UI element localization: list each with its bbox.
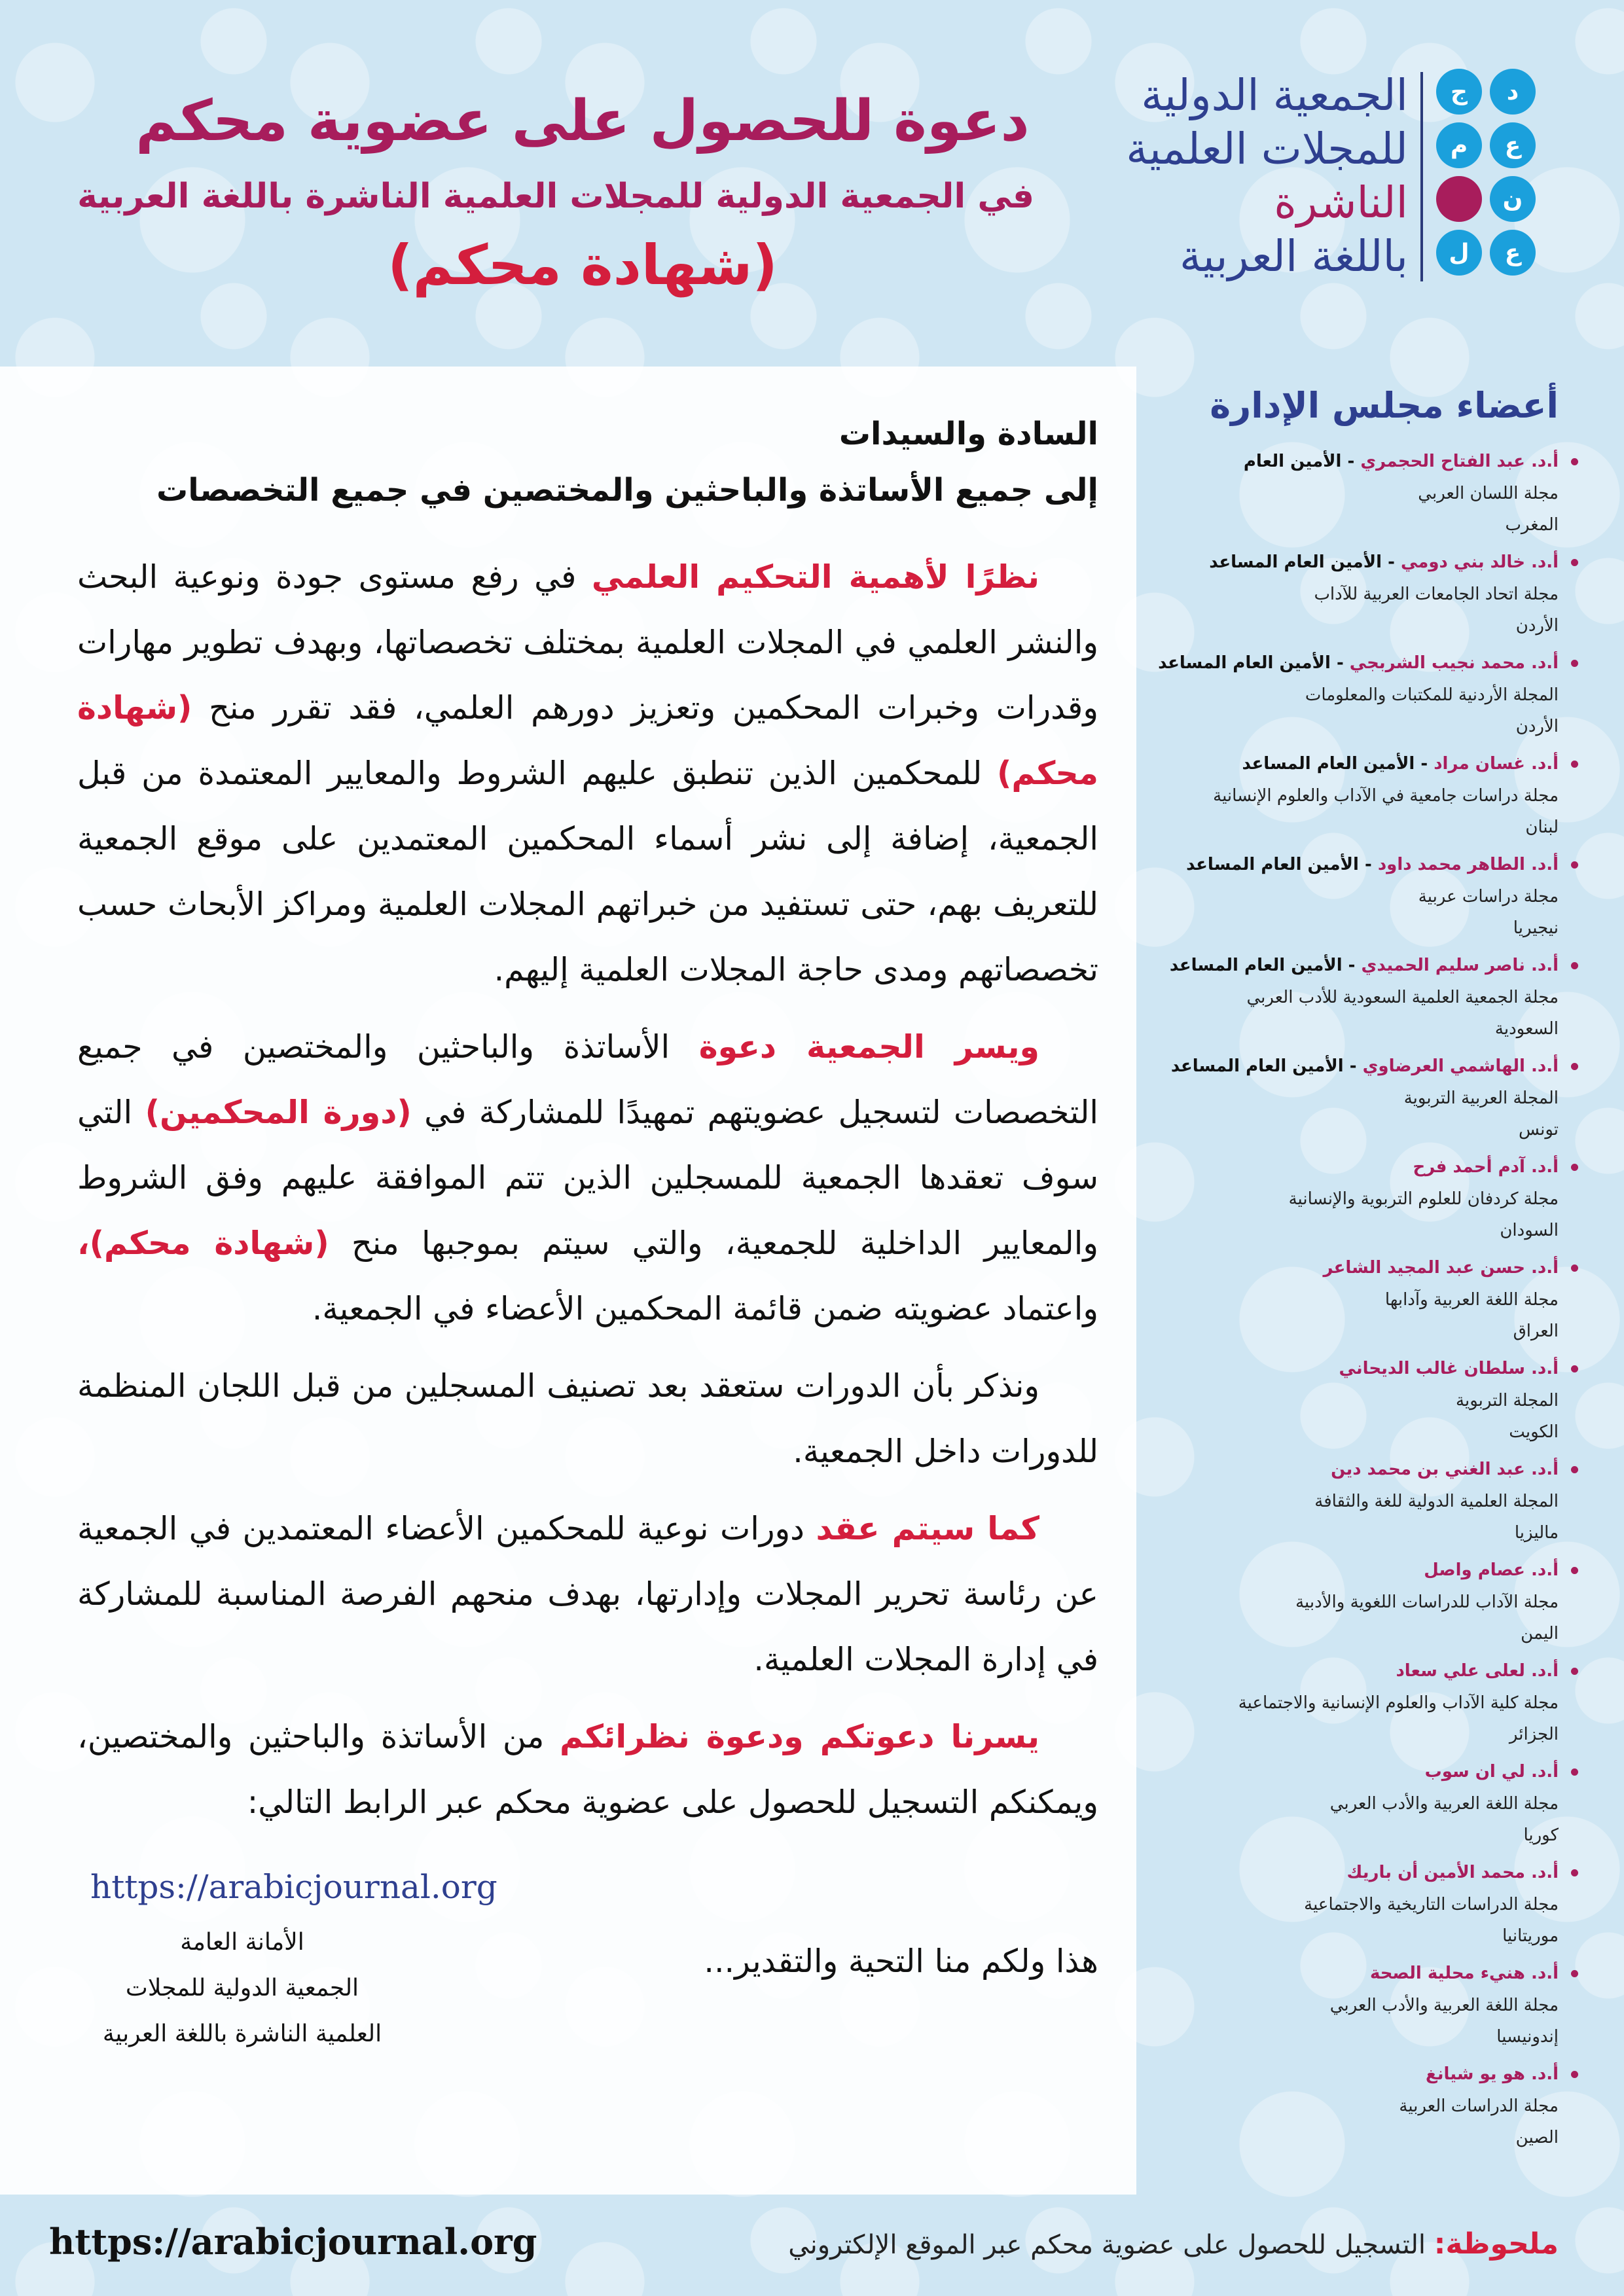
logo-circle-6: م xyxy=(1436,122,1482,168)
board-member xyxy=(1192,1957,1559,2053)
board-member xyxy=(1192,546,1559,641)
board-member xyxy=(1192,1453,1559,1549)
board-member-journal: مجلة الجمعية العلمية السعودية للأدب العربي xyxy=(1246,988,1559,1007)
board-member-name: أ.د. غسان مراد xyxy=(1434,754,1559,774)
board-member-journal: مجلة الدراسات التاريخية والاجتماعية xyxy=(1304,1895,1559,1914)
board-member-name-line xyxy=(1192,747,1559,780)
signature-line-2: الجمعية الدولية للمجلات xyxy=(125,1975,359,2001)
logo-text xyxy=(1028,69,1408,283)
board-member-name-line xyxy=(1192,445,1559,478)
board-member-country: اليمن xyxy=(1521,1624,1559,1643)
logo-circle-1: د xyxy=(1490,69,1536,115)
logo-letter-circles-2 xyxy=(1430,69,1482,283)
paragraph-1-highlight-2: (شهادة محكم) xyxy=(77,689,1098,792)
registration-link[interactable]: https://arabicjournal.org xyxy=(90,1868,497,1906)
board-member xyxy=(1192,445,1559,541)
paragraph-2-text-3: واعتماد عضويته ضمن قائمة المحكمين الأعضاء في الجمعية. xyxy=(312,1290,1098,1327)
board-member-journal: المجلة العلمية الدولية للغة والثقافة xyxy=(1314,1492,1559,1511)
board-member-journal: مجلة كلية الآداب والعلوم الإنسانية والاجتماعية xyxy=(1238,1693,1559,1713)
board-member-name: أ.د. سلطان غالب الديحاني xyxy=(1339,1359,1559,1378)
board-member xyxy=(1192,1755,1559,1851)
logo-divider xyxy=(1420,72,1423,281)
board-member-name: أ.د. لعلى علي سعاد xyxy=(1396,1661,1559,1681)
board-member xyxy=(1192,1251,1559,1347)
board-member-journal: مجلة اللغة العربية والأدب العربي xyxy=(1329,1996,1559,2015)
logo-line-4: باللغة العربية xyxy=(1179,231,1408,281)
board-member-country: ماليزيا xyxy=(1514,1523,1559,1543)
paragraph-1-text-2: للمحكمين الذين تنطبق عليهم الشروط والمعايير المعتمدة من قبل الجمعية، إضافة إلى نشر أسماء المحكمين المعتمدين على موقع الجمعية للتعريف بهم، حتى تستفيد من خبراتهم المجلات العلمية ومراكز الأبحاث حسب تخصصاتهم ومدى حاجة المجلات العلمية إليهم. xyxy=(77,755,1098,988)
board-member-country: المغرب xyxy=(1505,515,1559,535)
board-member-name-line xyxy=(1192,1957,1559,1990)
paragraph-5 xyxy=(77,1704,1098,1835)
board-member-country: الصين xyxy=(1515,2128,1559,2147)
board-member-name-line xyxy=(1192,1251,1559,1284)
board-members-sidebar xyxy=(1158,380,1559,2159)
board-member-role: - الأمين العام المساعد xyxy=(1209,552,1401,572)
footer-link[interactable]: https://arabicjournal.org xyxy=(49,2221,537,2263)
members-list xyxy=(1158,445,1559,2153)
board-member xyxy=(1192,1554,1559,1649)
board-member-country: إندونيسيا xyxy=(1496,2027,1559,2047)
signature-line-3: العلمية الناشرة باللغة العربية xyxy=(102,2020,382,2047)
paragraph-5-highlight-1: يسرنا دعوتكم ودعوة نظرائكم xyxy=(560,1718,1040,1755)
footer-note xyxy=(788,2227,1559,2261)
logo-line-2: للمجلات العلمية xyxy=(1126,124,1408,174)
board-member-journal: مجلة اللغة العربية والأدب العربي xyxy=(1329,1794,1559,1814)
board-member-journal: مجلة الدراسات العربية xyxy=(1399,2096,1559,2116)
paragraph-5-text-1: من الأساتذة والباحثين والمختصين، ويمكنكم التسجيل للحصول على عضوية محكم عبر الرابط التالي: xyxy=(77,1718,1098,1821)
board-member-name: أ.د. الهاشمي العرضاوي xyxy=(1362,1056,1559,1076)
board-member-name-line xyxy=(1192,1755,1559,1788)
logo-line-1: الجمعية الدولية xyxy=(1141,70,1408,120)
board-member-country: كوريا xyxy=(1523,1825,1559,1845)
board-member xyxy=(1192,1352,1559,1448)
board-member-journal: مجلة كردفان للعلوم التربوية والإنسانية xyxy=(1288,1189,1559,1209)
logo-circle-7 xyxy=(1436,176,1482,222)
board-member-journal: مجلة دراسات جامعية في الآداب والعلوم الإنسانية xyxy=(1213,786,1559,806)
board-member-name: أ.د. هو يو شيانغ xyxy=(1425,2064,1559,2084)
board-member-name: أ.د. هنيء محلية الصحة xyxy=(1369,1964,1559,1983)
association-logo xyxy=(1077,69,1536,285)
board-member-name-line xyxy=(1170,1050,1559,1083)
board-member-journal: المجلة الأردنية للمكتبات والمعلومات xyxy=(1305,685,1559,705)
header xyxy=(0,0,1624,367)
logo-circle-4: ع xyxy=(1490,230,1536,276)
logo-line-3: الناشرة xyxy=(1274,177,1408,228)
paragraph-2-highlight-1: ويسر الجمعية دعوة xyxy=(698,1028,1039,1066)
footer-note-text: التسجيل للحصول على عضوية محكم عبر الموقع الإلكتروني xyxy=(788,2230,1434,2260)
board-member xyxy=(1192,747,1559,843)
board-member xyxy=(1186,848,1559,944)
board-member-name-line xyxy=(1192,1151,1559,1183)
board-member-name: أ.د. محمد نجيب الشربجي xyxy=(1349,653,1559,673)
board-member xyxy=(1169,949,1559,1045)
board-member-name-line xyxy=(1192,2058,1559,2090)
board-member-name-line xyxy=(1192,1352,1559,1385)
board-member xyxy=(1192,2058,1559,2153)
certificate-title: (شهادة محكم) xyxy=(388,233,778,297)
sidebar-title: أعضاء مجلس الإدارة xyxy=(1210,385,1559,426)
paragraph-4 xyxy=(77,1496,1098,1693)
board-member-role: - الأمين العام xyxy=(1243,452,1361,471)
board-member-country: تونس xyxy=(1518,1120,1559,1139)
paragraph-2-text-1: الأساتذة والباحثين والمختصين في جميع التخصصات لتسجيل عضويتهم تمهيدًا للمشاركة في xyxy=(77,1028,1098,1131)
board-member-name-line xyxy=(1158,647,1559,679)
board-member-name: أ.د. آدم أحمد فرح xyxy=(1413,1157,1559,1177)
board-member-name-line xyxy=(1192,1554,1559,1587)
paragraph-2-highlight-3: (شهادة محكم)، xyxy=(77,1225,329,1262)
paragraph-4-highlight-1: كما سيتم عقد xyxy=(816,1510,1039,1547)
board-member-country: نيجيريا xyxy=(1513,918,1559,938)
page-subtitle: في الجمعية الدولية للمجلات العلمية الناشرة باللغة العربية xyxy=(77,177,1034,216)
paragraph-1-highlight-1: نظرًا لأهمية التحكيم العلمي xyxy=(591,558,1039,596)
board-member-name-line xyxy=(1192,1453,1559,1486)
greeting-line-2: إلى جميع الأساتذة والباحثين والمختصين في جميع التخصصات xyxy=(156,472,1098,509)
logo-circle-3: ن xyxy=(1490,176,1536,222)
board-member-name: أ.د. عبد الغني بن محمد دين xyxy=(1331,1460,1559,1479)
board-member-name: أ.د. محمد الأمين أن باريك xyxy=(1346,1863,1559,1882)
paragraph-1 xyxy=(77,545,1098,1003)
board-member-country: السعودية xyxy=(1494,1019,1559,1039)
board-member-role: - الأمين العام المساعد xyxy=(1169,956,1362,975)
page-title: دعوة للحصول على عضوية محكم xyxy=(135,88,1030,154)
board-member-role: - الأمين العام المساعد xyxy=(1158,653,1350,673)
main-panel xyxy=(0,367,1136,2195)
board-member xyxy=(1192,1655,1559,1750)
board-member-name-line xyxy=(1192,546,1559,579)
board-member xyxy=(1170,1050,1559,1145)
footer-note-label: ملحوظة: xyxy=(1434,2227,1559,2261)
board-member-journal: مجلة اتحاد الجامعات العربية للآداب xyxy=(1314,584,1559,604)
board-member xyxy=(1158,647,1559,742)
board-member-name: أ.د. عصام واصل xyxy=(1424,1560,1559,1580)
letter-body xyxy=(77,406,1098,1991)
paragraph-1-text-1: في رفع مستوى جودة ونوعية البحث والنشر العلمي في المجلات العلمية بمختلف تخصصاتها، وبهدف تطوير مهارات وقدرات وخبرات المحكمين وتعزيز دورهم العلمي، فقد تقرر منح xyxy=(77,558,1098,726)
paragraph-2-text-2: التي سوف تعقدها الجمعية للمسجلين الذين تتم الموافقة عليهم وفق الشروط والمعايير الداخلية للجمعية، والتي سيتم بموجبها منح xyxy=(77,1094,1099,1262)
board-member-name-line xyxy=(1186,848,1559,881)
paragraph-2-highlight-2: (دورة المحكمين) xyxy=(145,1094,412,1131)
board-member-name: أ.د. لي ان سوب xyxy=(1424,1762,1559,1782)
title-block xyxy=(77,85,1034,301)
board-member-journal: المجلة العربية التربوية xyxy=(1403,1088,1559,1108)
logo-circle-2: ع xyxy=(1490,122,1536,168)
board-member-country: العراق xyxy=(1513,1321,1559,1341)
paragraph-4-text-1: دورات نوعية للمحكمين الأعضاء المعتمدين في الجمعية عن رئاسة تحرير المجلات وإدارتها، بهدف منحهم الفرصة المناسبة للمشاركة في إدارة المجلات العلمية. xyxy=(77,1510,1098,1678)
board-member-name: أ.د. الطاهر محمد داود xyxy=(1377,855,1559,874)
board-member-journal: مجلة اللسان العربي xyxy=(1418,484,1559,503)
board-member-country: السودان xyxy=(1500,1221,1559,1240)
board-member xyxy=(1192,1151,1559,1246)
board-member-country: موريتانيا xyxy=(1502,1926,1559,1946)
board-member-role: - الأمين العام المساعد xyxy=(1170,1056,1363,1076)
logo-circle-8: ل xyxy=(1436,230,1482,276)
footer xyxy=(0,2195,1624,2296)
board-member-journal: المجلة التربوية xyxy=(1456,1391,1559,1410)
board-member xyxy=(1192,1856,1559,1952)
signature-block xyxy=(72,1920,412,2057)
board-member-name-line xyxy=(1169,949,1559,982)
closing-line: هذا ولكم منا التحية والتقدير... xyxy=(704,1943,1098,1980)
greeting-line-1: السادة والسيدات xyxy=(839,416,1098,452)
board-member-role: - الأمين العام المساعد xyxy=(1186,855,1378,874)
paragraph-3: ونذكر بأن الدورات ستعقد بعد تصنيف المسجلين من قبل اللجان المنظمة للدورات داخل الجمعية. xyxy=(77,1367,1098,1470)
board-member-name: أ.د. خالد بني دومي xyxy=(1400,552,1559,572)
board-member-country: الكويت xyxy=(1509,1422,1559,1442)
board-member-name-line xyxy=(1192,1856,1559,1889)
paragraph-2 xyxy=(77,1014,1098,1342)
board-member-country: الأردن xyxy=(1515,616,1559,636)
logo-circle-5: ج xyxy=(1436,69,1482,115)
board-member-journal: مجلة اللغة العربية وآدابها xyxy=(1384,1290,1559,1310)
logo-letter-circles xyxy=(1483,69,1536,283)
board-member-name-line xyxy=(1192,1655,1559,1687)
board-member-name: أ.د. ناصر سليم الحميدي xyxy=(1361,956,1559,975)
board-member-role: - الأمين العام المساعد xyxy=(1242,754,1434,774)
board-member-country: لبنان xyxy=(1525,817,1559,837)
board-member-name: أ.د. عبد الفتاح الحجمري xyxy=(1360,452,1559,471)
signature-line-1: الأمانة العامة xyxy=(180,1929,304,1956)
board-member-name: أ.د. حسن عبد المجيد الشاعر xyxy=(1323,1258,1559,1278)
board-member-country: الجزائر xyxy=(1509,1725,1559,1744)
board-member-journal: مجلة الآداب للدراسات اللغوية والأدبية xyxy=(1295,1592,1559,1612)
board-member-journal: مجلة دراسات عربية xyxy=(1418,887,1559,906)
board-member-country: الأردن xyxy=(1515,717,1559,736)
